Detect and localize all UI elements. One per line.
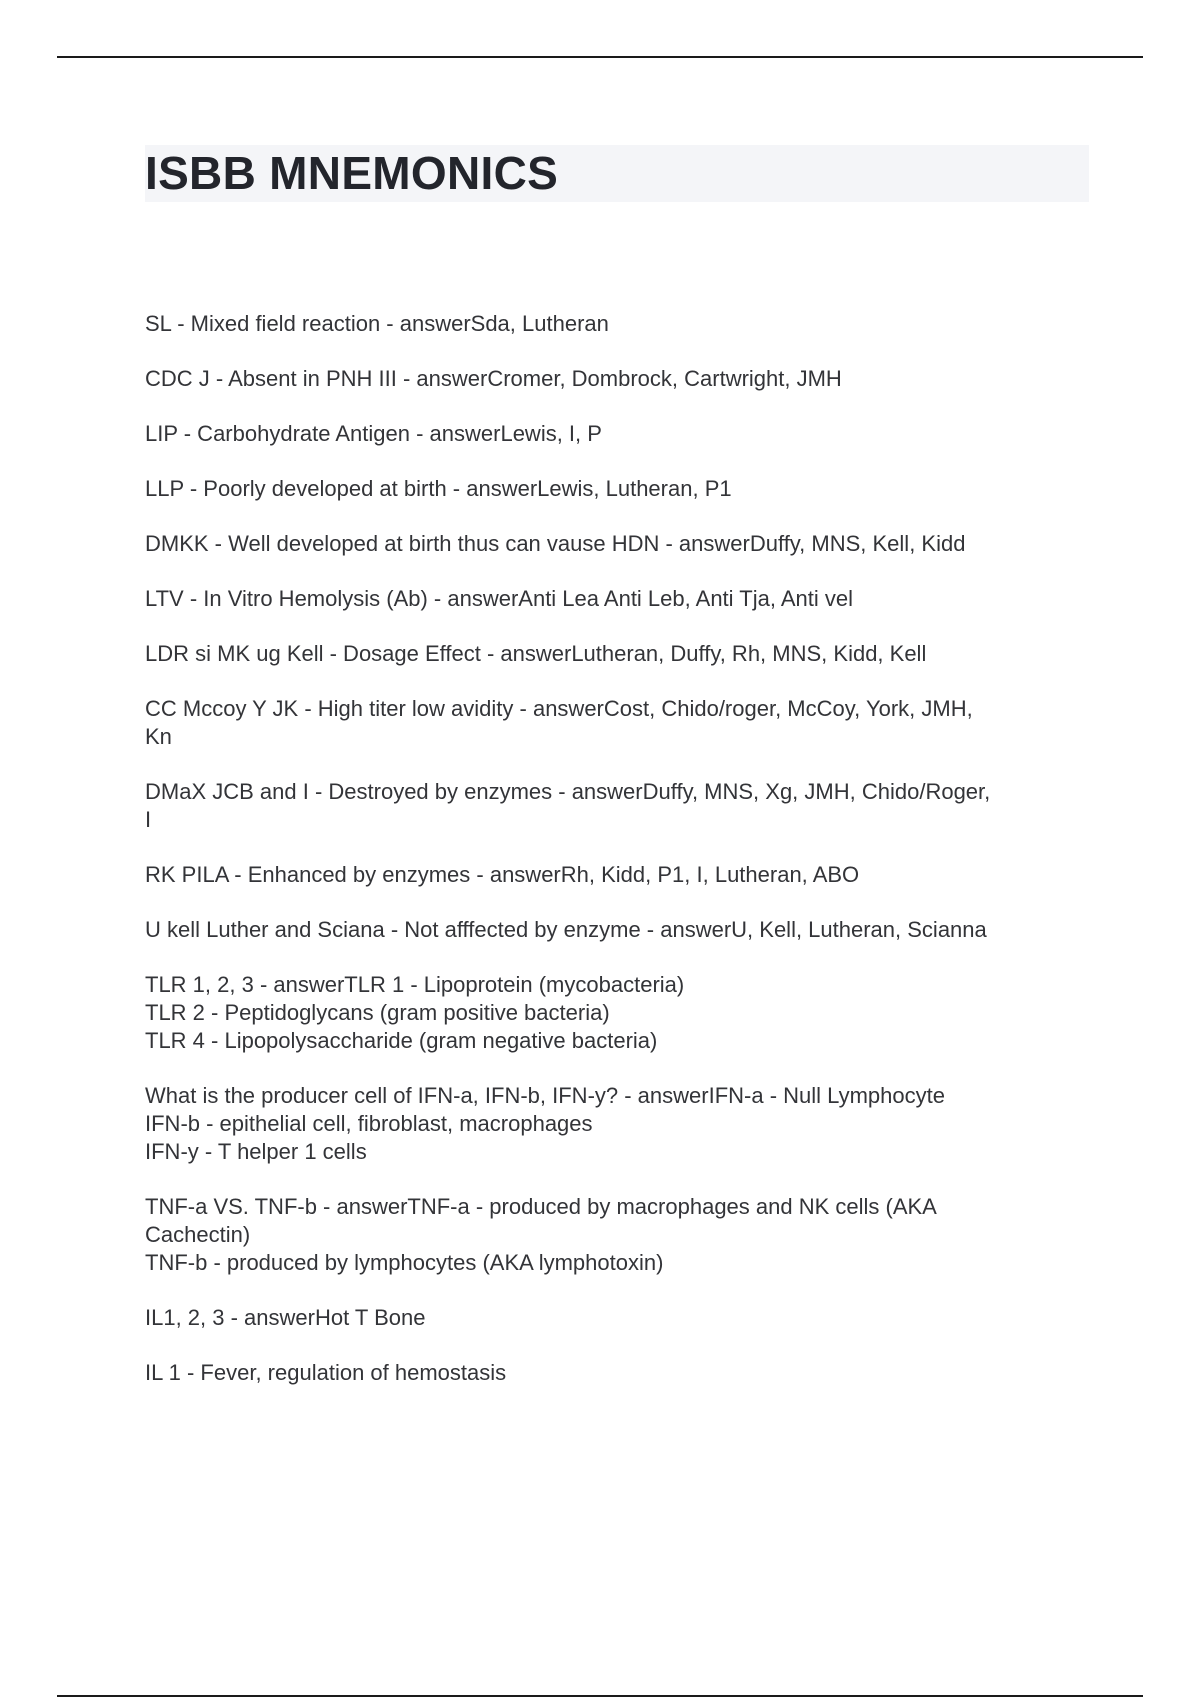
entry-line: IL1, 2, 3 - answerHot T Bone bbox=[145, 1305, 426, 1330]
mnemonic-entry bbox=[145, 310, 1090, 338]
entry-line: CC Mccoy Y JK - High titer low avidity - answerCost, Chido/roger, McCoy, York, JMH, bbox=[145, 696, 973, 721]
entry-line: LIP - Carbohydrate Antigen - answerLewis, I, P bbox=[145, 421, 602, 446]
entry-line: TNF-a VS. TNF-b - answerTNF-a - produced by macrophages and NK cells (AKA bbox=[145, 1194, 937, 1219]
entry-line: CDC J - Absent in PNH III - answerCromer, Dombrock, Cartwright, JMH bbox=[145, 366, 842, 391]
mnemonic-entry bbox=[145, 778, 1090, 834]
mnemonic-entry bbox=[145, 1304, 1090, 1332]
entry-list bbox=[145, 310, 1090, 1414]
page-title: ISBB MNEMONICS bbox=[145, 147, 559, 199]
entry-line: What is the producer cell of IFN-a, IFN-b, IFN-y? - answerIFN-a - Null Lymphocyte bbox=[145, 1083, 945, 1108]
entry-line: LDR si MK ug Kell - Dosage Effect - answerLutheran, Duffy, Rh, MNS, Kidd, Kell bbox=[145, 641, 927, 666]
entry-line: IL 1 - Fever, regulation of hemostasis bbox=[145, 1360, 507, 1385]
mnemonic-entry bbox=[145, 971, 1090, 1055]
mnemonic-entry bbox=[145, 585, 1090, 613]
entry-line: U kell Luther and Sciana - Not afffected by enzyme - answerU, Kell, Lutheran, Scianna bbox=[145, 917, 987, 942]
mnemonic-entry bbox=[145, 695, 1090, 751]
entry-line: TLR 2 - Peptidoglycans (gram positive bacteria) bbox=[145, 1000, 610, 1025]
mnemonic-entry bbox=[145, 1359, 1090, 1387]
mnemonic-entry bbox=[145, 861, 1090, 889]
entry-line: DMaX JCB and I - Destroyed by enzymes - answerDuffy, MNS, Xg, JMH, Chido/Roger, bbox=[145, 779, 991, 804]
entry-line: DMKK - Well developed at birth thus can vause HDN - answerDuffy, MNS, Kell, Kidd bbox=[145, 531, 966, 556]
entry-line: TLR 4 - Lipopolysaccharide (gram negative bacteria) bbox=[145, 1028, 658, 1053]
mnemonic-entry bbox=[145, 475, 1090, 503]
mnemonic-entry bbox=[145, 640, 1090, 668]
entry-line: LTV - In Vitro Hemolysis (Ab) - answerAnti Lea Anti Leb, Anti Tja, Anti vel bbox=[145, 586, 853, 611]
mnemonic-entry bbox=[145, 420, 1090, 448]
entry-line: IFN-y - T helper 1 cells bbox=[145, 1139, 367, 1164]
entry-line: Cachectin) bbox=[145, 1222, 251, 1247]
entry-line: IFN-b - epithelial cell, fibroblast, macrophages bbox=[145, 1111, 593, 1136]
bottom-rule bbox=[57, 1695, 1143, 1697]
entry-line: TLR 1, 2, 3 - answerTLR 1 - Lipoprotein (mycobacteria) bbox=[145, 972, 685, 997]
entry-line: I bbox=[145, 807, 152, 832]
entry-line: LLP - Poorly developed at birth - answerLewis, Lutheran, P1 bbox=[145, 476, 732, 501]
mnemonic-entry bbox=[145, 365, 1090, 393]
entry-line: TNF-b - produced by lymphocytes (AKA lymphotoxin) bbox=[145, 1250, 664, 1275]
top-rule bbox=[57, 56, 1143, 58]
mnemonic-entry bbox=[145, 530, 1090, 558]
entry-line: Kn bbox=[145, 724, 172, 749]
mnemonic-entry bbox=[145, 1082, 1090, 1166]
entry-line: SL - Mixed field reaction - answerSda, Lutheran bbox=[145, 311, 609, 336]
mnemonic-entry bbox=[145, 1193, 1090, 1277]
entry-line: RK PILA - Enhanced by enzymes - answerRh, Kidd, P1, I, Lutheran, ABO bbox=[145, 862, 860, 887]
mnemonic-entry bbox=[145, 916, 1090, 944]
